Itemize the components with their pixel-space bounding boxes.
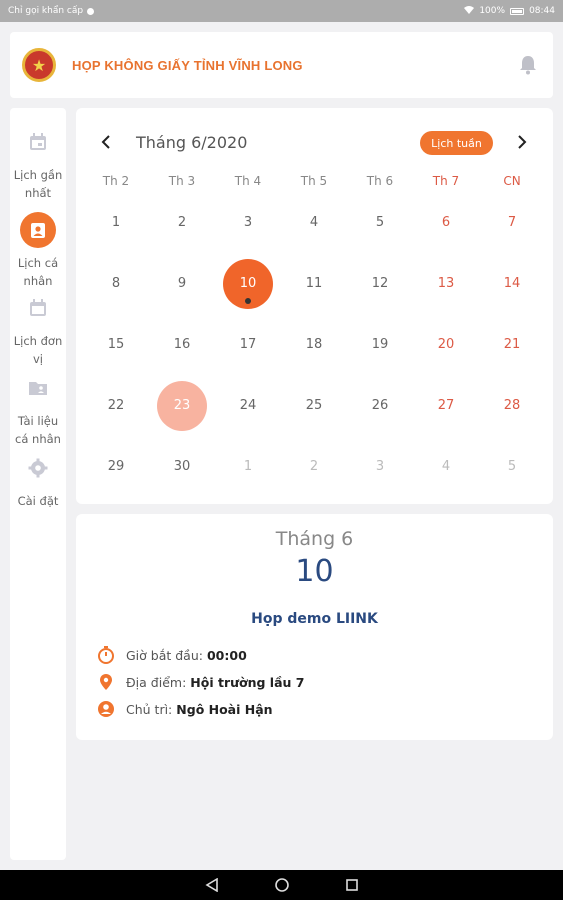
calendar-day-number: 27 xyxy=(437,398,455,413)
calendar-day-number: 5 xyxy=(375,215,385,230)
calendar-day[interactable] xyxy=(281,253,347,314)
sidebar-item-recent-schedule[interactable] xyxy=(10,124,66,202)
calendar-day[interactable] xyxy=(347,192,413,253)
calendar-day[interactable] xyxy=(347,436,413,497)
weekday-label: Th 4 xyxy=(234,174,262,188)
calendar-day[interactable] xyxy=(215,253,281,314)
app-header xyxy=(10,32,553,98)
bell-icon[interactable] xyxy=(515,52,541,78)
calendar-day-number: 22 xyxy=(107,398,125,413)
calendar-day[interactable] xyxy=(83,314,149,375)
calendar-day-number: 1 xyxy=(243,459,253,474)
next-month-button[interactable] xyxy=(512,132,532,152)
calendar-day-number: 5 xyxy=(507,459,517,474)
calendar-day[interactable] xyxy=(215,375,281,436)
calendar-day-number: 24 xyxy=(239,398,257,413)
calendar-icon xyxy=(20,290,56,326)
calendar-day-number: 15 xyxy=(107,337,125,352)
sidebar-item-label: Lịch đơn vị xyxy=(13,334,63,366)
calendar-day[interactable] xyxy=(413,375,479,436)
calendar-day-number: 9 xyxy=(177,276,187,291)
event-start-row xyxy=(96,644,247,666)
notification-dot-icon xyxy=(87,8,94,15)
calendar-day-number: 13 xyxy=(437,276,455,291)
event-start-label: Giờ bắt đầu: xyxy=(126,647,203,663)
weekday-label: Th 5 xyxy=(300,174,328,188)
sidebar-item-settings[interactable] xyxy=(10,450,66,510)
calendar-day-number: 2 xyxy=(309,459,319,474)
calendar-day-number: 4 xyxy=(441,459,451,474)
sidebar-item-label: Lịch cá nhân xyxy=(17,256,59,288)
calendar-day-number: 6 xyxy=(441,215,451,230)
calendar-day-number: 28 xyxy=(503,398,521,413)
weekday-header xyxy=(83,174,546,188)
calendar-day-number: 23 xyxy=(157,381,207,431)
event-indicator-dot xyxy=(245,298,251,304)
battery-icon xyxy=(510,8,524,15)
event-host-row xyxy=(96,698,273,720)
status-bar xyxy=(0,0,563,22)
event-day: 10 xyxy=(295,554,334,589)
calendar-day[interactable] xyxy=(413,314,479,375)
calendar-day[interactable] xyxy=(83,436,149,497)
calendar-day[interactable] xyxy=(347,375,413,436)
calendar-day[interactable] xyxy=(347,253,413,314)
calendar-day[interactable] xyxy=(479,253,545,314)
calendar-day[interactable] xyxy=(149,192,215,253)
calendar-day-number: 2 xyxy=(177,215,187,230)
calendar-day-number: 10 xyxy=(223,259,273,309)
calendar-day-number: 1 xyxy=(111,215,121,230)
calendar-day-number: 8 xyxy=(111,276,121,291)
sidebar xyxy=(10,108,66,860)
calendar-day[interactable] xyxy=(479,436,545,497)
sidebar-item-label: Tài liệu cá nhân xyxy=(15,414,61,446)
calendar-day[interactable] xyxy=(149,314,215,375)
calendar-day[interactable] xyxy=(479,314,545,375)
calendar-icon xyxy=(20,124,56,160)
calendar-day-number: 12 xyxy=(371,276,389,291)
calendar-week-row xyxy=(83,375,546,436)
status-left-text: Chỉ gọi khẩn cấp xyxy=(8,6,84,16)
calendar-day-number: 17 xyxy=(239,337,257,352)
back-icon[interactable] xyxy=(202,875,222,895)
battery-percent: 100% xyxy=(479,6,506,16)
calendar-day-number: 3 xyxy=(243,215,253,230)
system-nav-bar xyxy=(0,870,563,900)
chevron-right-icon xyxy=(517,135,527,149)
calendar-day[interactable] xyxy=(347,314,413,375)
calendar-day-number: 29 xyxy=(107,459,125,474)
weekday-label: Th 2 xyxy=(102,174,130,188)
stopwatch-icon xyxy=(96,645,116,665)
calendar-day[interactable] xyxy=(215,192,281,253)
sidebar-item-personal-documents[interactable] xyxy=(10,370,66,448)
weekday-label: CN xyxy=(503,174,521,188)
calendar-day[interactable] xyxy=(83,192,149,253)
calendar-day-number: 18 xyxy=(305,337,323,352)
calendar-day-number: 7 xyxy=(507,215,517,230)
event-location-label: Địa điểm: xyxy=(126,674,187,690)
person-badge-icon xyxy=(20,212,56,248)
calendar-week-row xyxy=(83,192,546,253)
calendar-day-number: 4 xyxy=(309,215,319,230)
week-view-button[interactable]: Lịch tuần xyxy=(420,131,493,155)
calendar-day[interactable] xyxy=(479,375,545,436)
calendar-day[interactable] xyxy=(413,436,479,497)
calendar-day-number: 26 xyxy=(371,398,389,413)
event-month: Tháng 6 xyxy=(275,528,354,550)
wifi-icon xyxy=(464,6,474,17)
app-title: HỌP KHÔNG GIẤY TỈNH VĨNH LONG xyxy=(72,57,303,73)
calendar-day[interactable] xyxy=(215,314,281,375)
calendar-card xyxy=(76,108,553,504)
calendar-day[interactable] xyxy=(83,253,149,314)
calendar-day-number: 25 xyxy=(305,398,323,413)
event-start-value: 00:00 xyxy=(206,647,247,663)
calendar-day[interactable] xyxy=(149,253,215,314)
calendar-day-number: 20 xyxy=(437,337,455,352)
calendar-day-number: 30 xyxy=(173,459,191,474)
event-title[interactable]: Họp demo LIINK xyxy=(251,611,378,627)
calendar-day[interactable] xyxy=(149,436,215,497)
folder-person-icon xyxy=(20,370,56,406)
event-host-label: Chủ trì: xyxy=(126,701,173,717)
calendar-day-number: 11 xyxy=(305,276,323,291)
calendar-day[interactable] xyxy=(413,192,479,253)
calendar-day-number: 3 xyxy=(375,459,385,474)
calendar-day[interactable] xyxy=(281,192,347,253)
event-location-value: Hội trường lầu 7 xyxy=(190,674,305,690)
sidebar-item-unit-schedule[interactable] xyxy=(10,290,66,368)
weekday-label: Th 7 xyxy=(432,174,460,188)
recents-icon[interactable] xyxy=(342,875,362,895)
calendar-day[interactable] xyxy=(149,375,215,436)
calendar-day-number: 16 xyxy=(173,337,191,352)
location-pin-icon xyxy=(96,672,116,692)
person-circle-icon xyxy=(96,699,116,719)
prev-month-button[interactable] xyxy=(96,132,116,152)
status-time: 08:44 xyxy=(529,6,555,16)
home-icon[interactable] xyxy=(272,875,292,895)
month-label: Tháng 6/2020 xyxy=(136,133,248,152)
calendar-week-row xyxy=(83,436,546,497)
sidebar-item-label: Cài đặt xyxy=(17,494,59,508)
calendar-day[interactable] xyxy=(281,314,347,375)
calendar-day[interactable] xyxy=(281,436,347,497)
weekday-label: Th 3 xyxy=(168,174,196,188)
calendar-day-number: 21 xyxy=(503,337,521,352)
sidebar-item-personal-schedule[interactable] xyxy=(10,212,66,290)
event-host-value: Ngô Hoài Hận xyxy=(176,701,273,717)
calendar-day[interactable] xyxy=(413,253,479,314)
calendar-day[interactable] xyxy=(281,375,347,436)
calendar-week-row xyxy=(83,314,546,375)
weekday-label: Th 6 xyxy=(366,174,394,188)
state-emblem-icon: ★ xyxy=(22,48,56,82)
calendar-day-number: 14 xyxy=(503,276,521,291)
chevron-left-icon xyxy=(101,135,111,149)
calendar-day[interactable] xyxy=(83,375,149,436)
calendar-day-number: 19 xyxy=(371,337,389,352)
event-card[interactable] xyxy=(76,514,553,740)
calendar-week-row xyxy=(83,253,546,314)
calendar-day[interactable] xyxy=(215,436,281,497)
event-location-row xyxy=(96,671,304,693)
calendar-grid xyxy=(83,192,546,497)
calendar-day[interactable] xyxy=(479,192,545,253)
gear-icon xyxy=(20,450,56,486)
sidebar-item-label: Lịch gần nhất xyxy=(13,168,63,200)
calendar-header xyxy=(76,108,553,178)
